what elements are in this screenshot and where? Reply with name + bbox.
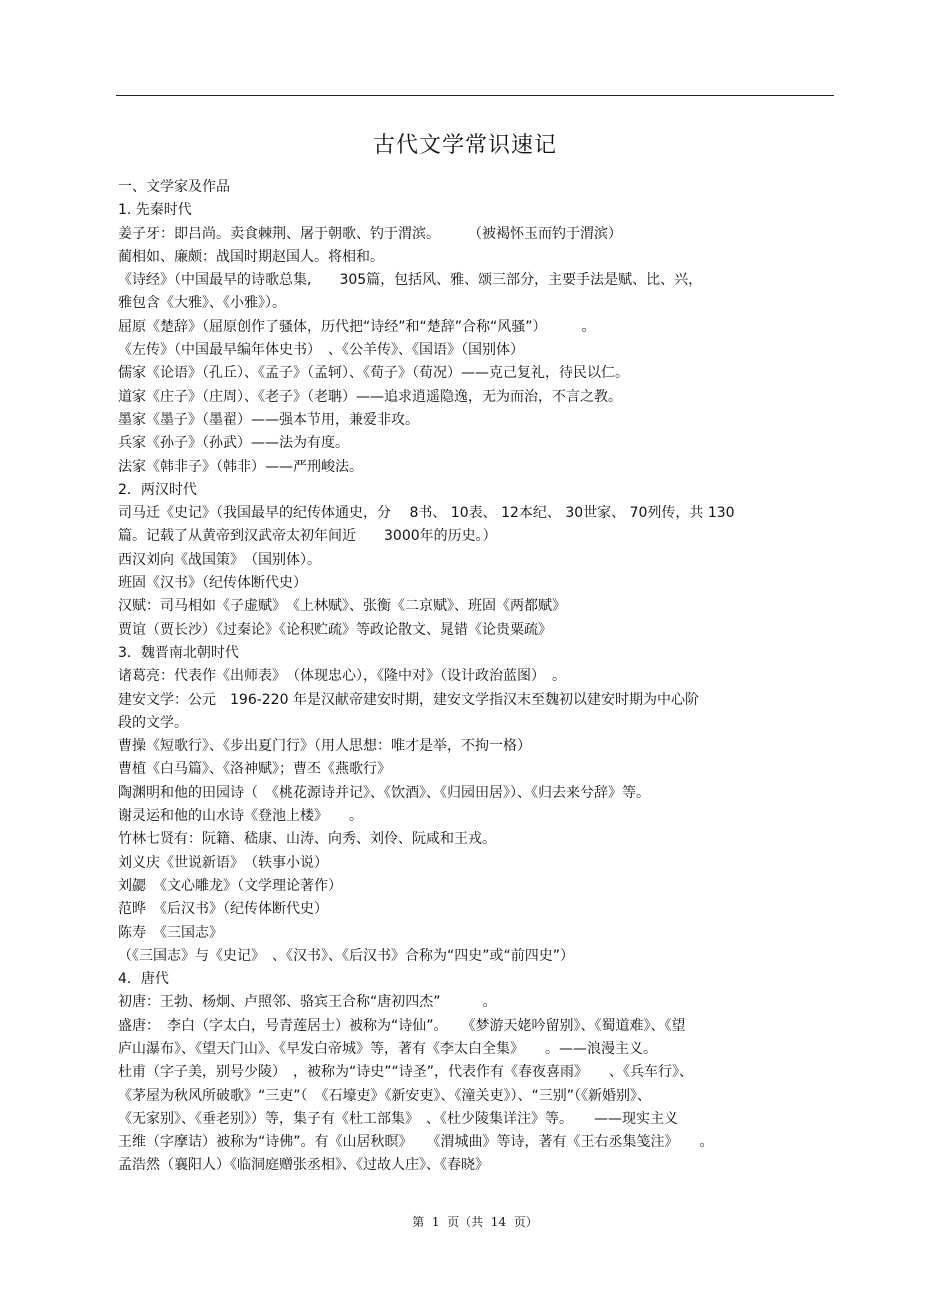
text-line: 法家《韩非子》（韩非）——严刑峻法。: [118, 458, 363, 475]
text-line: 2．两汉时代: [118, 481, 197, 498]
text-line: 蔺相如、廉颇：战国时期赵国人。将相和。: [118, 248, 384, 265]
text-line: 一、文学家及作品: [118, 179, 230, 195]
text-line: 杜甫（字子美，别号少陵） ，被称为“诗史”“诗圣”，代表作有《春夜喜雨》 、《兵车行》、: [118, 1064, 694, 1081]
page-footer: 第 1 页（共 14 页）: [412, 1215, 538, 1229]
text-line: 诸葛亮：代表作《出师表》 （体现忠心），《隆中对》（设计政治蓝图） 。: [118, 668, 566, 685]
text-line: 贾谊（贾长沙）《过秦论》《论积贮疏》等政论散文、晁错《论贵粟疏》: [118, 621, 552, 638]
text-line: 儒家《论语》（孔丘）、《孟子》（孟轲）、《荀子》（荀况）——克己复礼，待民以仁。: [118, 365, 629, 382]
text-line: 道家《庄子》（庄周）、《老子》（老聃）——追求逍遥隐逸，无为而治，不言之教。: [118, 388, 622, 405]
text-line: 曹植《白马篇》、《洛神赋》；曹丕《燕歌行》: [118, 761, 391, 778]
text-line: 兵家《孙子》（孙武）——法为有度。: [118, 435, 349, 452]
text-line: 建安文学：公元 196-220 年是汉献帝建安时期，建安文学指汉末至魏初以建安时期为中心阶: [118, 691, 699, 708]
text-line: 曹操《短歌行》、《步出夏门行》（用人思想：唯才是举，不拘一格）: [118, 738, 531, 755]
text-line: 范晔 《后汉书》（纪传体断代史）: [118, 901, 328, 918]
text-line: 孟浩然（襄阳人）《临洞庭赠张丞相》、《过故人庄》、《春晓》: [118, 1157, 489, 1174]
text-line: 1. 先秦时代: [118, 202, 192, 219]
text-line: 墨家《墨子》（墨翟）——强本节用，兼爱非攻。: [118, 411, 419, 428]
text-line: 初唐：王勃、杨炯、卢照邻、骆宾王合称“唐初四杰” 。: [118, 994, 497, 1011]
text-line: （《三国志》与《史记》 、《汉书》、《后汉书》合称为“四史”或“前四史”）: [118, 947, 575, 964]
text-line: 段的文学。: [118, 714, 188, 731]
document-body: [118, 176, 830, 1178]
text-line: 盛唐： 李白（字太白，号青莲居士）被称为“诗仙”。 《梦游天姥吟留别》、《蜀道难》、《望: [118, 1017, 686, 1034]
text-line: 陶渊明和他的田园诗（ 《桃花源诗并记》、《饮酒》、《归园田居》）、《归去来兮辞》等。: [118, 784, 650, 801]
top-rule: [116, 95, 834, 96]
text-line: 《茅屋为秋风所破歌》“三吏”（ 《石壕吏》《新安吏》、《潼关吏》）、“三别”（《新婚别》、: [118, 1087, 652, 1104]
text-line: 4．唐代: [118, 971, 169, 988]
text-line: 篇。记载了从黄帝到汉武帝太初年间近 3000年的历史。）: [118, 528, 497, 545]
text-line: 谢灵运和他的山水诗《登池上楼》 。: [118, 808, 363, 825]
text-line: 雅包含《大雅》、《小雅》）。: [118, 295, 286, 312]
text-line: 姜子牙：即吕尚。卖食棘荆、屠于朝歌、钓于渭滨。 （被褐怀玉而钓于渭滨）: [118, 225, 622, 242]
text-line: 《左传》（中国最早编年体史书） 、《公羊传》、《国语》（国别体）: [118, 342, 524, 359]
text-line: 《诗经》（中国最早的诗歌总集, 305篇，包括风、雅、颂三部分，主要手法是赋、比、兴，: [118, 272, 703, 289]
document-title: 古代文学常识速记: [372, 133, 557, 158]
text-line: 庐山瀑布》、《望天门山》、《早发白帝城》等，著有《李太白全集》 。——浪漫主义。: [118, 1040, 657, 1057]
text-line: 汉赋：司马相如《子虚赋》 《上林赋》、张衡《二京赋》、班固《两都赋》: [118, 598, 566, 615]
text-line: 刘勰 《文心雕龙》（文学理论著作）: [118, 877, 342, 894]
text-line: 《无家别》、《垂老别》）等，集子有《杜工部集》 、《杜少陵集详注》等。 ——现实主义: [118, 1110, 678, 1127]
text-line: 刘义庆《世说新语》 （轶事小说）: [118, 854, 328, 871]
text-line: 屈原《楚辞》（屈原创作了骚体，历代把“诗经”和“楚辞”合称“风骚”） 。: [118, 318, 596, 335]
text-line: 3．魏晋南北朝时代: [118, 644, 239, 661]
text-line: 西汉刘向《战国策》 （国别体）。: [118, 551, 321, 568]
text-line: 司马迁《史记》（我国最早的纪传体通史，分 8书、 10表、 12本纪、 30世家、 70列传，共 130: [118, 505, 735, 522]
text-line: 班固《汉书》（纪传体断代史）: [118, 575, 307, 592]
text-line: 陈寿 《三国志》: [118, 924, 223, 941]
text-line: 王维（字摩诘）被称为“诗佛”。有《山居秋瞑》 《渭城曲》等诗，著有《王右丞集笺注》 。: [118, 1134, 714, 1151]
text-line: 竹林七贤有：阮籍、嵇康、山涛、向秀、刘伶、阮咸和王戎。: [118, 831, 496, 848]
